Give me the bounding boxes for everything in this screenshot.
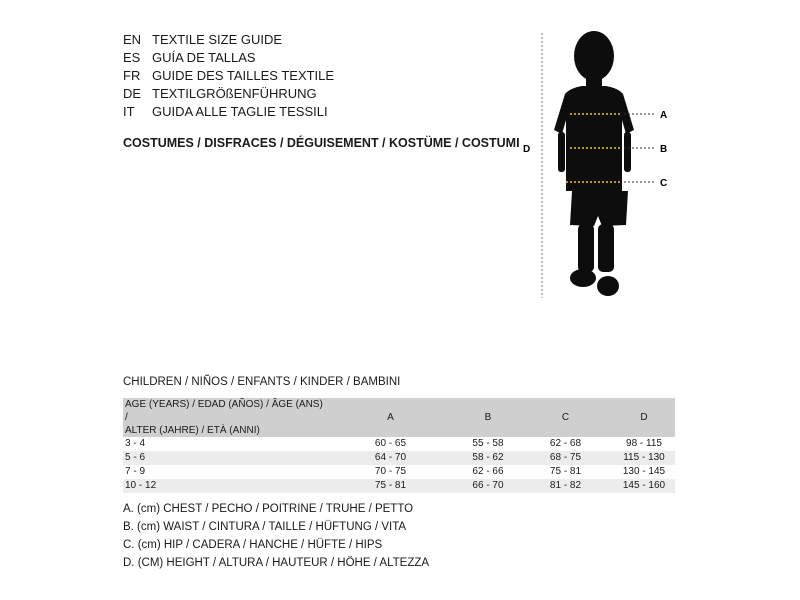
table-row <box>123 479 675 493</box>
language-title: GUIDA ALLE TAGLIE TESSILI <box>152 104 328 119</box>
chest-cell: 64 - 70 <box>323 451 458 465</box>
column-header-b: B <box>458 398 518 437</box>
language-code: EN <box>123 32 142 47</box>
age-cell: 3 - 4 <box>125 438 146 449</box>
children-heading: CHILDREN / NIÑOS / ENFANTS / KINDER / BAMBINI <box>123 376 401 388</box>
column-header-a: A <box>323 398 458 437</box>
age-header-line: AGE (YEARS) / EDAD (AÑOS) / ÂGE (ANS) / <box>125 399 323 423</box>
column-header-c: C <box>518 398 613 437</box>
child-silhouette-figure <box>520 28 680 303</box>
chest-cell: 75 - 81 <box>323 479 458 493</box>
label-c: C <box>660 178 668 189</box>
label-b: B <box>660 144 668 155</box>
table-row <box>123 465 675 479</box>
legend-item-hip: C. (cm) HIP / CADERA / HANCHE / HÜFTE / HIPS <box>123 539 383 551</box>
measurement-legend <box>123 500 429 572</box>
age-cell: 5 - 6 <box>123 451 323 465</box>
hip-cell: 68 - 75 <box>518 451 613 465</box>
language-title: GUIDE DES TAILLES TEXTILE <box>152 68 335 83</box>
label-d: D <box>523 144 531 155</box>
child-silhouette-icon <box>554 31 634 296</box>
table-row <box>123 451 675 465</box>
language-title: TEXTILE SIZE GUIDE <box>152 32 283 47</box>
language-title: TEXTILGRÖßENFÜHRUNG <box>152 86 317 101</box>
legend-item-height: D. (CM) HEIGHT / ALTURA / HAUTEUR / HÖHE / ALTEZZA <box>123 557 430 569</box>
height-cell: 115 - 130 <box>613 451 675 465</box>
language-code: ES <box>123 50 141 65</box>
language-code: DE <box>123 86 142 101</box>
hip-cell: 81 - 82 <box>518 479 613 493</box>
age-cell: 10 - 12 <box>123 479 323 493</box>
costumes-heading: COSTUMES / DISFRACES / DÉGUISEMENT / KOSTÜME / COSTUMI <box>123 136 520 150</box>
language-title-es <box>123 49 334 67</box>
waist-cell: 62 - 66 <box>472 466 504 477</box>
language-code: FR <box>123 68 141 83</box>
age-header-line: ALTER (JAHRE) / ETÀ (ANNI) <box>125 425 260 436</box>
table-header-row <box>123 398 675 437</box>
legend-item-waist: B. (cm) WAIST / CINTURA / TAILLE / HÜFTUNG / VITA <box>123 521 407 533</box>
column-header-d: D <box>613 398 675 437</box>
age-column-header <box>123 398 323 437</box>
height-cell: 130 - 145 <box>622 466 666 477</box>
height-cell: 145 - 160 <box>613 479 675 493</box>
language-title-en <box>123 31 334 49</box>
language-title: GUÍA DE TALLAS <box>152 50 256 65</box>
hip-cell: 75 - 81 <box>549 466 582 477</box>
waist-cell: 66 - 70 <box>458 479 518 493</box>
chest-cell: 70 - 75 <box>374 466 407 477</box>
chest-cell: 60 - 65 <box>374 438 407 449</box>
language-title-de <box>123 85 334 103</box>
age-cell: 7 - 9 <box>125 466 146 477</box>
language-code: IT <box>123 104 135 119</box>
waist-cell: 55 - 58 <box>472 438 504 449</box>
language-title-it <box>123 103 334 121</box>
language-title-list <box>123 31 334 121</box>
language-title-fr <box>123 67 334 85</box>
table-row <box>123 437 675 451</box>
legend-item-chest: A. (cm) CHEST / PECHO / POITRINE / TRUHE / PETTO <box>123 503 414 515</box>
hip-cell: 62 - 68 <box>549 438 582 449</box>
size-table <box>123 398 675 493</box>
label-a: A <box>660 110 668 121</box>
waist-cell: 58 - 62 <box>458 451 518 465</box>
height-cell: 98 - 115 <box>626 438 662 449</box>
